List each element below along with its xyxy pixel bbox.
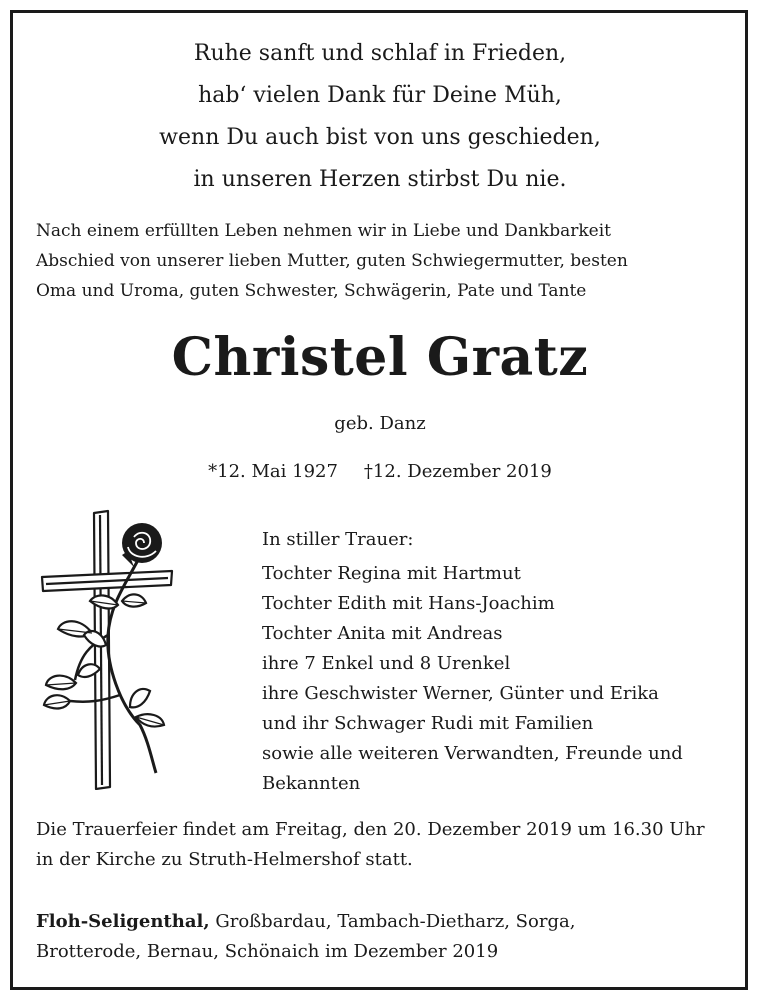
- places-rest: Großbardau, Tambach-Dietharz, Sorga,: [209, 911, 576, 932]
- mourners-list: [262, 525, 732, 799]
- deceased-name: Christel Gratz: [171, 327, 589, 388]
- death-date: †12. Dezember 2019: [363, 461, 552, 482]
- mourners-heading: In stiller Trauer:: [262, 529, 414, 550]
- intro-text: [36, 216, 726, 306]
- poem: [0, 33, 760, 201]
- mourner-line: Tochter Regina mit Hartmut: [262, 563, 521, 584]
- ceremony-line: in der Kirche zu Struth-Helmershof statt.: [36, 849, 413, 870]
- intro-line: Oma und Uroma, guten Schwester, Schwägerin, Pate und Tante: [36, 281, 587, 301]
- poem-line: Ruhe sanft und schlaf in Frieden,: [193, 41, 567, 66]
- life-dates: [0, 457, 760, 487]
- poem-line: in unseren Herzen stirbst Du nie.: [193, 167, 567, 192]
- places-line: [36, 907, 726, 937]
- ceremony-line: Die Trauerfeier findet am Freitag, den 20. Dezember 2019 um 16.30 Uhr: [36, 819, 705, 840]
- mourner-line: ihre 7 Enkel und 8 Urenkel: [262, 653, 511, 674]
- mourner-line: Tochter Edith mit Hans-Joachim: [262, 593, 555, 614]
- mourner-line: ihre Geschwister Werner, Günter und Erika: [262, 683, 659, 704]
- places-and-date: [36, 907, 726, 967]
- places-bold: Floh-Seligenthal,: [36, 911, 210, 932]
- poem-line: wenn Du auch bist von uns geschieden,: [159, 125, 601, 150]
- maiden-name: geb. Danz: [334, 413, 426, 434]
- birth-date: *12. Mai 1927: [208, 461, 338, 482]
- mourner-line: und ihr Schwager Rudi mit Familien: [262, 713, 594, 734]
- mourner-line: Bekannten: [262, 773, 361, 794]
- cross-with-rose-icon: [30, 505, 180, 790]
- intro-line: Abschied von unserer lieben Mutter, guten Schwiegermutter, besten: [36, 251, 628, 271]
- mourner-line: Tochter Anita mit Andreas: [262, 623, 503, 644]
- places-line-2: Brotterode, Bernau, Schönaich im Dezember 2019: [36, 941, 499, 962]
- mourner-line: sowie alle weiteren Verwandten, Freunde und: [262, 743, 683, 764]
- ceremony-info: [36, 815, 736, 875]
- intro-line: Nach einem erfüllten Leben nehmen wir in Liebe und Dankbarkeit: [36, 221, 612, 241]
- poem-line: hab‘ vielen Dank für Deine Müh,: [198, 83, 562, 108]
